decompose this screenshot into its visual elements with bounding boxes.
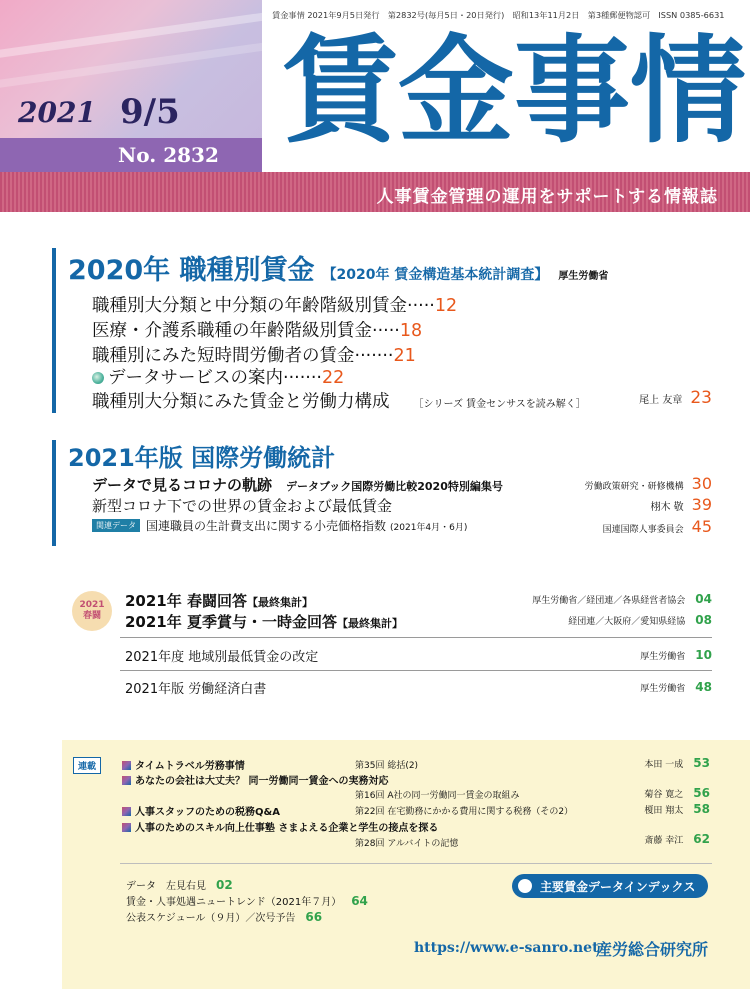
serial-item[interactable] xyxy=(122,819,438,834)
feature1-subtitle: 【2020年 賃金構造基本統計調査】 xyxy=(322,267,549,283)
author: 菊谷 寛之 xyxy=(644,790,684,800)
toc-leader: ····· xyxy=(372,321,400,341)
issue-number: No. 2832 xyxy=(118,143,219,167)
related-data-tag: 関連データ xyxy=(92,519,140,532)
serial-episode: 第35回 総括(2) xyxy=(355,761,419,771)
feature1-title: 2020年 職種別賃金 xyxy=(68,255,315,286)
publication-info: 賃金事情 2021年9月5日発行 第2832号(毎月5日・20日発行) 昭和13年11月2日 第3種郵便物認可 ISSN 0385-6631 xyxy=(272,10,725,20)
page-number: 58 xyxy=(693,802,710,816)
serial-episode: 第16回 A社の同一労働同一賃金の取組み xyxy=(355,791,520,801)
toc-item-subtitle: データブック国際労働比較2020特別編集号 xyxy=(286,480,503,493)
serial-item[interactable] xyxy=(122,803,280,818)
page-number: 21 xyxy=(393,346,416,366)
toc-item[interactable] xyxy=(92,517,467,534)
serial-episode: 第22回 在宅勤務にかかる費用に関する税務（その2） xyxy=(355,807,574,817)
author: 労働政策研究・研修機構 xyxy=(584,482,684,492)
data-item[interactable] xyxy=(126,877,233,892)
data-service-icon xyxy=(92,372,104,384)
author: 榎田 翔太 xyxy=(644,806,684,816)
page-number: 45 xyxy=(691,517,712,536)
source: 厚生労働省 xyxy=(640,652,686,662)
bullet-icon xyxy=(122,761,131,770)
toc-item-title: 新型コロナ下での世界の賃金および最低賃金 xyxy=(92,497,393,515)
toc-item-meta xyxy=(603,517,712,536)
feature1-heading xyxy=(68,248,608,287)
toc-item-tag: 【最終集計】 xyxy=(246,596,313,609)
toc-item-title: データで見るコロナの軌跡 xyxy=(92,476,273,494)
page-number: 02 xyxy=(216,878,233,892)
badge-label: 春闘 xyxy=(82,611,101,621)
divider xyxy=(120,863,712,864)
toc-item-title: 職種別大分類と中分類の年齢階級別賃金 xyxy=(92,296,407,316)
serial-episode: 第28回 アルバイトの記憶 xyxy=(355,839,459,849)
title-char: 賃 xyxy=(282,24,394,159)
page-number: 08 xyxy=(695,613,712,627)
toc-leader: ······· xyxy=(283,368,322,388)
page-number: 62 xyxy=(693,832,710,846)
toc-item-title: 医療・介護系職種の年齢階級別賃金 xyxy=(92,321,372,341)
serial-meta xyxy=(644,786,710,800)
toc-item-title: 2021年度 地域別最低賃金の改定 xyxy=(125,650,319,665)
toc-item[interactable] xyxy=(92,388,586,413)
page-number: 53 xyxy=(693,756,710,770)
feature2-rule xyxy=(52,440,56,546)
title-char: 情 xyxy=(630,24,742,159)
bullet-icon xyxy=(122,823,131,832)
circle-icon xyxy=(518,879,532,893)
serial-label: 連載 xyxy=(73,757,101,774)
series-label: ［シリーズ 賃金センサスを読み解く］ xyxy=(413,399,586,410)
badge-year: 2021 xyxy=(79,600,105,610)
serial-item[interactable] xyxy=(122,757,245,772)
serial-title: 人事のためのスキル向上仕事塾 さまよえる企業と学生の接点を探る xyxy=(135,823,439,834)
author: 国連国際人事委員会 xyxy=(602,525,684,535)
toc-item-tag: 【最終集計】 xyxy=(336,617,403,630)
toc-item[interactable] xyxy=(92,292,457,317)
toc-item[interactable] xyxy=(125,678,266,697)
page-number: 18 xyxy=(399,321,423,341)
serial-title: タイムトラベル労務事情 xyxy=(135,761,245,772)
website-link[interactable]: https://www.e-sanro.net xyxy=(414,940,599,956)
toc-item-title: 職種別にみた短時間労働者の賃金 xyxy=(92,346,355,366)
toc-item[interactable] xyxy=(125,590,313,611)
page-number: 04 xyxy=(695,592,712,606)
title-char: 事 xyxy=(514,24,626,159)
feature1-source: 厚生労働省 xyxy=(558,271,609,282)
issue-year: 2021 xyxy=(18,96,96,129)
magazine-title xyxy=(282,24,742,159)
serial-title: あなたの会社は大丈夫？ 同一労働同一賃金への実務対応 xyxy=(135,776,389,787)
toc-item-meta xyxy=(639,388,712,408)
data-index-label: 主要賃金データインデックス xyxy=(540,879,696,894)
toc-item-title: データサービスの案内 xyxy=(108,368,283,388)
divider xyxy=(120,637,712,638)
page-number: 12 xyxy=(434,296,458,316)
page-number: 66 xyxy=(305,910,323,924)
toc-item-title: 2021年版 労働経済白書 xyxy=(125,682,267,697)
serial-item[interactable] xyxy=(122,772,388,787)
toc-item-title: 職種別大分類にみた賃金と労働力構成 xyxy=(92,392,390,412)
toc-item-meta xyxy=(585,474,712,493)
toc-item-meta xyxy=(640,648,712,662)
bullet-icon xyxy=(122,776,131,785)
issue-date: 9/5 xyxy=(120,92,180,132)
serial-title: 人事スタッフのための税務Q&A xyxy=(135,807,280,818)
page-number: 30 xyxy=(691,474,712,493)
toc-item[interactable] xyxy=(92,495,392,516)
toc-item-title: 国連職員の生計費支出に関する小売価格指数 xyxy=(146,519,387,533)
bullet-icon xyxy=(122,807,131,816)
data-item-title: 賃金・人事処遇ニュートレンド（2021年７月） xyxy=(126,897,342,908)
page-number: 23 xyxy=(690,388,712,408)
source: 厚生労働省／経団連／各県経営者協会 xyxy=(532,596,686,606)
toc-item[interactable] xyxy=(92,317,422,342)
toc-item[interactable] xyxy=(125,646,318,665)
toc-item-meta xyxy=(640,680,712,694)
page-number: 39 xyxy=(691,495,712,514)
toc-item-meta xyxy=(532,592,712,606)
source: 経団連／大阪府／愛知県経協 xyxy=(568,617,686,627)
toc-item[interactable] xyxy=(92,364,344,389)
toc-leader: ····· xyxy=(407,296,435,316)
toc-item[interactable] xyxy=(92,474,503,495)
author: 本田 一成 xyxy=(644,760,684,770)
data-item-title: データ 左見右見 xyxy=(126,881,206,892)
toc-item-title: 2021年 春闘回答 xyxy=(125,592,247,610)
divider xyxy=(120,670,712,671)
toc-item-note: (2021年4月・6月) xyxy=(390,523,468,533)
page-number: 56 xyxy=(693,786,710,800)
spring-badge xyxy=(72,591,112,631)
publisher-name: 産労総合研究所 xyxy=(596,940,709,959)
feature1-rule xyxy=(52,248,56,413)
toc-item-title: 2021年 夏季賞与・一時金回答 xyxy=(125,613,337,631)
feature2-title: 2021年版 国際労働統計 xyxy=(68,444,336,472)
serial-meta xyxy=(644,802,710,816)
author: 斎藤 幸江 xyxy=(644,836,684,846)
page-number: 64 xyxy=(351,894,368,908)
data-index-button[interactable] xyxy=(512,874,708,898)
toc-item-meta xyxy=(568,613,712,627)
source: 厚生労働省 xyxy=(640,684,686,694)
title-char: 金 xyxy=(398,24,510,159)
page-number: 10 xyxy=(695,648,712,662)
data-item-title: 公表スケジュール（９月）／次号予告 xyxy=(126,913,296,924)
toc-item[interactable] xyxy=(125,611,403,632)
data-item[interactable] xyxy=(126,893,368,908)
serial-meta xyxy=(644,756,710,770)
tagline: 人事賃金管理の運用をサポートする情報誌 xyxy=(376,187,718,207)
page-number: 22 xyxy=(321,368,345,388)
data-item[interactable] xyxy=(126,909,322,924)
toc-leader: ······· xyxy=(354,346,394,366)
page-number: 48 xyxy=(695,680,712,694)
serial-meta xyxy=(644,832,710,846)
toc-item-meta xyxy=(650,495,712,514)
author: 栩木 敬 xyxy=(650,502,684,513)
author: 尾上 友章 xyxy=(639,395,683,406)
feature2-heading xyxy=(68,438,335,473)
